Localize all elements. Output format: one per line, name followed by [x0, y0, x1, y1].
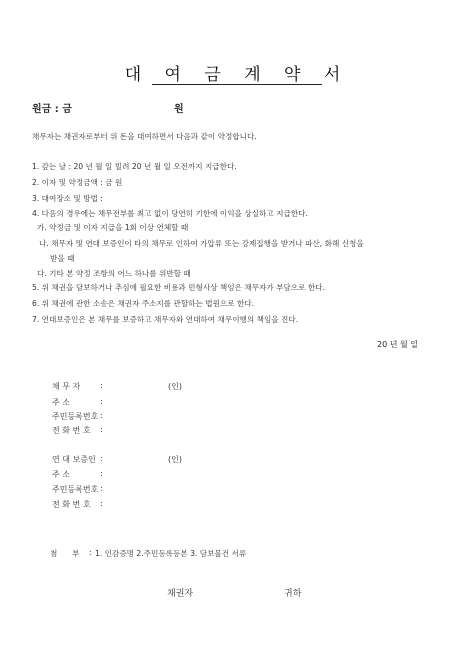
guarantor-name-colon: :: [100, 454, 103, 463]
debtor-phone-label: 전 화 번 호: [52, 426, 91, 435]
clause-acceleration: 4. 다음의 경우에는 채무전부를 최고 없이 당연히 기한에 이익을 상실하고 지급한다.: [32, 209, 308, 218]
clause-jurisdiction: 6. 위 채권에 관한 소송은 채권자 주소지를 관할하는 법원으로 한다.: [32, 299, 255, 308]
attachments-label-1: 첨: [50, 549, 58, 558]
principal-unit: 원: [174, 104, 184, 115]
debtor-seal: (인): [168, 382, 182, 391]
title-underline: [152, 84, 322, 85]
clause-interest: 2. 이자 및 약정금액 : 금 원: [32, 178, 123, 187]
guarantor-name-label: 연 대 보증인: [52, 455, 96, 464]
document-title: 대 여 금 계 약 서: [124, 65, 350, 85]
guarantor-phone-label: 전 화 번 호: [52, 500, 91, 509]
subclause-na: 나. 채무자 및 연대 보증인이 타의 채무로 인하여 가압류 또는 강제집행을 받거나 파산, 화해 신청을: [39, 239, 364, 248]
subclause-ga: 가. 약정금 및 이자 지급을 1회 이상 연체할 때: [37, 223, 189, 232]
subclause-na-cont: 받을 때: [50, 254, 75, 263]
principal-label: 원금 : 금: [32, 104, 72, 115]
guarantor-seal: (인): [168, 455, 182, 464]
clause-guarantor: 7. 연대보증인은 본 채무를 보증하고 채무자와 연대하여 채무이행의 책임을 진다.: [32, 315, 299, 324]
attachments-label-2: 부: [72, 549, 80, 558]
debtor-phone-colon: :: [100, 425, 103, 434]
debtor-name-label: 채 무 자: [52, 382, 81, 391]
debtor-id-label: 주민등록번호: [52, 412, 99, 421]
debtor-name-colon: :: [100, 381, 103, 390]
clause-repayment-date: 1. 갚는 날 : 20 년 월 일 빌려 20 년 월 일 오전까지 지급한다.: [32, 162, 237, 171]
intro-text: 채무자는 채권자로부터 위 돈을 대여하면서 다음과 같이 약정합니다.: [32, 132, 257, 141]
subclause-da: 다. 기타 본 약정 조항의 어느 하나를 위반할 때: [37, 269, 191, 278]
guarantor-phone-colon: :: [100, 499, 103, 508]
debtor-address-colon: :: [100, 397, 103, 406]
attachments-colon: :: [89, 548, 92, 557]
recipient-creditor: 채권자: [167, 589, 194, 599]
clause-costs: 5. 위 채권을 담보하거나 추심에 필요한 비용과 민형사상 책임은 채무자가 부담으로 한다.: [32, 283, 325, 292]
recipient-honorific: 귀하: [284, 589, 302, 599]
guarantor-id-colon: :: [100, 484, 103, 493]
guarantor-id-label: 주민등록번호: [52, 485, 99, 494]
debtor-id-colon: :: [100, 411, 103, 420]
clause-place-method: 3. 대여장소 및 방법 :: [32, 194, 103, 203]
contract-date: 20 년 월 일: [377, 340, 418, 349]
guarantor-address-colon: :: [100, 469, 103, 478]
debtor-address-label: 주 소: [52, 398, 70, 407]
attachments-list: 1. 인감증명 2.주민등록등본 3. 담보물건 서류: [95, 549, 247, 558]
guarantor-address-label: 주 소: [52, 470, 70, 479]
